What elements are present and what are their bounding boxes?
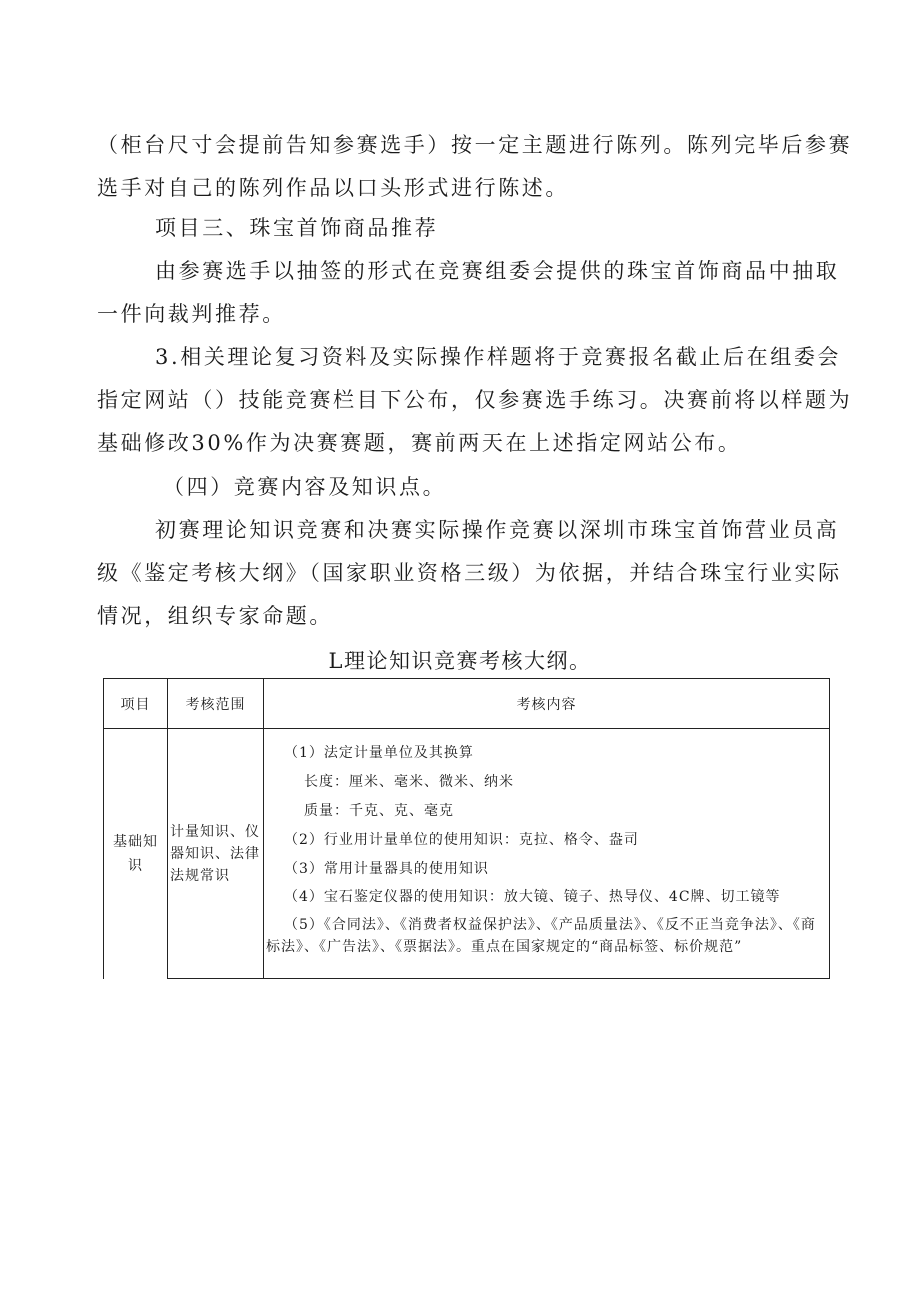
table-caption: L理论知识竞赛考核大纲。 bbox=[328, 649, 592, 673]
paragraph-exam-basis bbox=[97, 509, 842, 638]
table-header-row bbox=[104, 679, 830, 729]
exam-outline-table bbox=[103, 678, 830, 979]
content-line: （3）常用计量器具的使用知识 bbox=[284, 861, 489, 877]
text-line: 初赛理论知识竞赛和决赛实际操作竞赛以深圳市珠宝首饰营业员高 bbox=[155, 518, 840, 542]
paragraph-product-recommendation bbox=[97, 250, 840, 336]
content-line: （1）法定计量单位及其换算 bbox=[284, 745, 474, 761]
header-scope: 考核范围 bbox=[168, 679, 264, 729]
cell-content bbox=[264, 729, 830, 979]
text-line: （四）竞赛内容及知识点。 bbox=[163, 475, 447, 499]
header-content: 考核内容 bbox=[264, 679, 830, 729]
text-line: 基础修改30%作为决赛赛题，赛前两天在上述指定网站公布。 bbox=[97, 431, 742, 455]
text-line: 项目三、珠宝首饰商品推荐 bbox=[155, 216, 439, 240]
text-line: 一件向裁判推荐。 bbox=[97, 302, 286, 326]
text-line: （柜台尺寸会提前告知参赛选手）按一定主题进行陈列。陈列完毕后参赛 bbox=[97, 133, 853, 157]
content-line: （5）《合同法》、《消费者权益保护法》、《产品质量法》、《反不正当竞争法》、《商标法》、《广告法》、《票据法》。重点在国家规定的“商品标签、标价规范” bbox=[266, 917, 816, 955]
section-heading-competition-content bbox=[97, 466, 837, 509]
text-line: 级《鉴定考核大纲》（国家职业资格三级）为依据，并结合珠宝行业实际 bbox=[97, 561, 842, 585]
text-line: 情况，组织专家命题。 bbox=[97, 604, 333, 628]
cell-scope: 计量知识、仪器知识、法律法规常识 bbox=[168, 729, 264, 979]
paragraph-review-materials bbox=[97, 336, 853, 465]
content-line: （2）行业用计量单位的使用知识：克拉、格令、盎司 bbox=[284, 832, 639, 848]
text-line: 由参赛选手以抽签的形式在竞赛组委会提供的珠宝首饰商品中抽取 bbox=[155, 259, 840, 283]
text-line: 指定网站（）技能竞赛栏目下公布，仅参赛选手练习。决赛前将以样题为 bbox=[97, 388, 853, 412]
text-line: 选手对自己的陈列作品以口头形式进行陈述。 bbox=[97, 176, 569, 200]
header-item: 项目 bbox=[104, 679, 168, 729]
section-heading-project-three bbox=[97, 207, 837, 250]
content-line: 长度：厘米、毫米、微米、纳米 bbox=[304, 774, 514, 790]
content-line: 质量：千克、克、毫克 bbox=[304, 803, 454, 819]
content-line: （4）宝石鉴定仪器的使用知识：放大镜、镜子、热导仪、4C牌、切工镜等 bbox=[284, 889, 781, 905]
text-line: 3.相关理论复习资料及实际操作样题将于竞赛报名截止后在组委会 bbox=[155, 345, 842, 369]
table-row bbox=[104, 729, 830, 979]
paragraph-display-arrangement bbox=[97, 124, 853, 210]
cell-item: 基础知识 bbox=[104, 729, 168, 979]
